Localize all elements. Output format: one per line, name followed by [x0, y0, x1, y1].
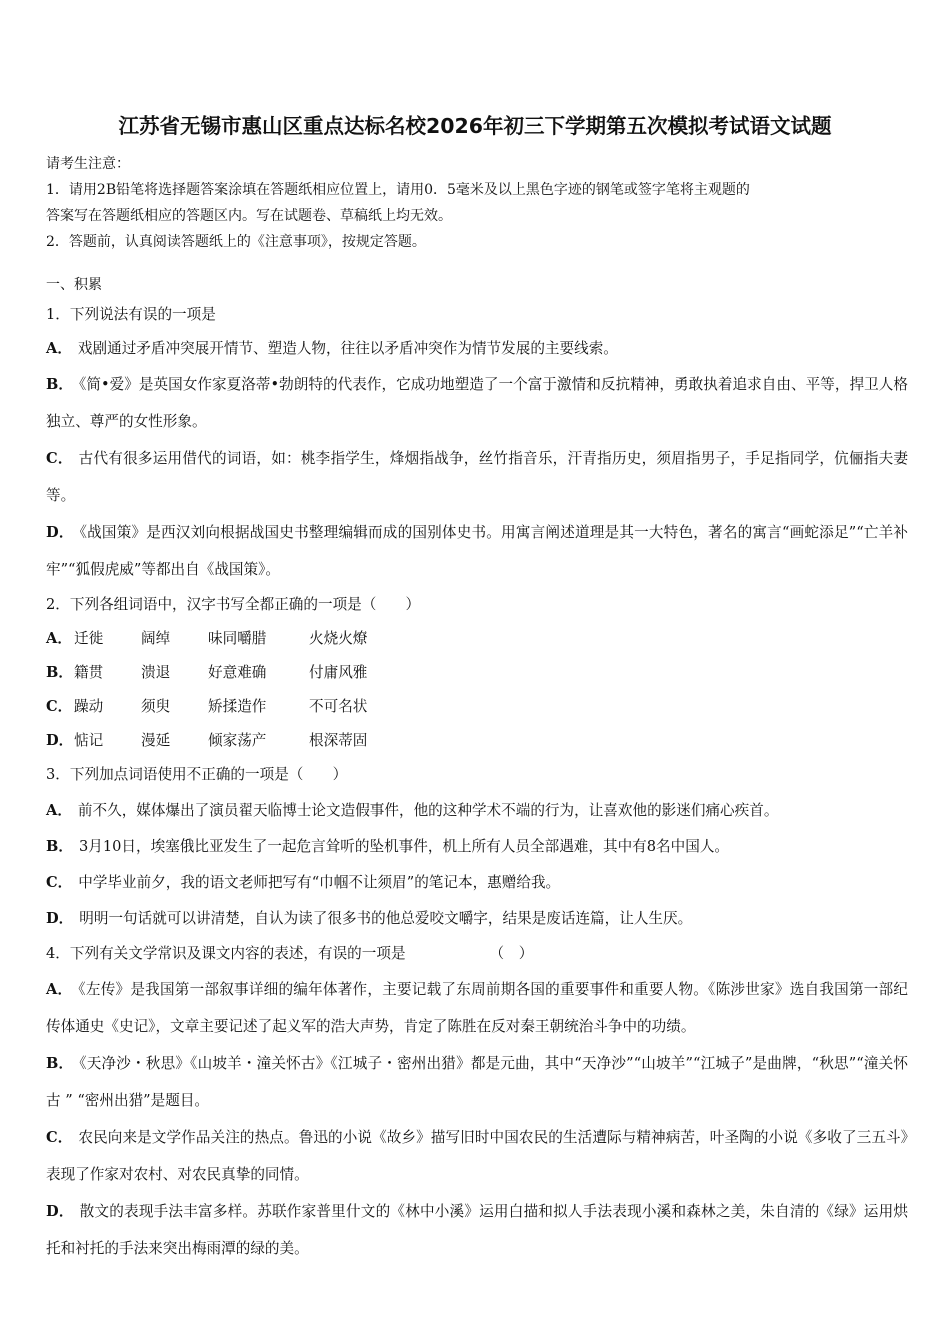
q1-option-c-letter: C． [46, 450, 73, 467]
q1-option-b [46, 366, 908, 440]
q4-option-b-letter: B． [46, 1055, 74, 1072]
q4-option-b [46, 1045, 908, 1119]
q1-option-d-letter: D． [46, 524, 74, 541]
question-4-text: 4．下列有关文学常识及课文内容的表述，有误的一项是 [46, 945, 406, 962]
q4-option-b-text: 《天净沙・秋思》《山坡羊・潼关怀古》《江城子・密州出猎》都是元曲，其中“天净沙”“山坡羊”“江城子”是曲牌，“秋思”“潼关怀古 ” “密州出猎”是题目。 [46, 1055, 908, 1109]
q3-option-b-text: 3月10日，埃塞俄比亚发生了一起危言耸听的坠机事件，机上所有人员全部遇难，其中有8名中国人。 [78, 838, 730, 855]
q1-option-d-text: 《战国策》是西汉刘向根据战国史书整理编辑而成的国别体史书。用寓言阐述道理是其一大特色，著名的寓言“画蛇添足”“亡羊补牢”“狐假虎威”等都出自《战国策》。 [46, 524, 909, 578]
q4-option-d [46, 1193, 908, 1267]
q2-a-word-2: 阔绰 [141, 630, 171, 647]
notice-heading: 请考生注意： [46, 156, 130, 172]
q1-option-a-letter: A． [46, 340, 72, 357]
question-3-stem [46, 758, 908, 792]
questions [46, 272, 908, 1267]
question-4-stem [46, 937, 908, 971]
q2-d-word-1: 惦记 [74, 732, 104, 749]
page-title: 江苏省无锡市惠山区重点达标名校2026年初三下学期第五次模拟考试语文试题 [118, 114, 832, 138]
q2-b-word-3: 好意难确 [208, 664, 267, 681]
q2-option-d-letter: D． [46, 732, 74, 749]
q2-c-word-4: 不可名状 [309, 698, 368, 715]
question-2-stem [46, 588, 908, 622]
q4-option-a [46, 971, 908, 1045]
q4-option-a-letter: A． [46, 981, 73, 998]
q2-b-word-2: 溃退 [141, 664, 171, 681]
q1-option-d [46, 514, 908, 588]
q1-option-b-letter: B． [46, 376, 73, 393]
q2-option-d [46, 724, 908, 758]
q2-a-word-1: 迁徙 [74, 630, 104, 647]
question-3-text: 3．下列加点词语使用不正确的一项是（ ） [46, 766, 348, 783]
q4-option-c-text: 农民向来是文学作品关注的热点。鲁迅的小说《故乡》描写旧时中国农民的生活遭际与精神病苦，叶圣陶的小说《多收了三五斗》表现了作家对农村、对农民真挚的同情。 [46, 1129, 908, 1183]
q2-a-word-3: 味同嚼腊 [208, 630, 267, 647]
q2-options [46, 622, 908, 758]
q4-option-d-text: 散文的表现手法丰富多样。苏联作家普里什文的《林中小溪》运用白描和拟人手法表现小溪和森林之美，朱自清的《绿》运用烘托和衬托的手法来突出梅雨潭的绿的美。 [46, 1203, 908, 1257]
q3-option-b-letter: B． [46, 838, 73, 855]
q3-option-d [46, 901, 908, 937]
q2-option-c [46, 690, 908, 724]
q2-c-word-3: 矫揉造作 [208, 698, 267, 715]
q2-c-word-2: 须臾 [141, 698, 171, 715]
section-heading: 一、积累 [46, 277, 102, 293]
q1-option-a [46, 332, 908, 366]
q1-option-b-text: 《简•爱》是英国女作家夏洛蒂•勃朗特的代表作，它成功地塑造了一个富于激情和反抗精神，勇敢执着追求自由、平等，捍卫人格独立、尊严的女性形象。 [46, 376, 908, 430]
q4-option-a-text: 《左传》是我国第一部叙事详细的编年体著作，主要记载了东周前期各国的重要事件和重要人物。《陈涉世家》选自我国第一部纪传体通史《史记》，文章主要记述了起义军的浩大声势，肯定了陈胜在反对秦王朝统治斗争中的功绩。 [46, 981, 908, 1035]
notice-item-1-line-2: 答案写在答题纸相应的答题区内。写在试题卷、草稿纸上均无效。 [46, 208, 452, 224]
q2-option-b-letter: B． [46, 664, 73, 681]
question-1-stem [46, 298, 908, 332]
q3-option-a-letter: A． [46, 802, 72, 819]
q2-d-word-2: 漫延 [141, 732, 171, 749]
q4-option-c-letter: C． [46, 1129, 73, 1146]
q3-option-c [46, 865, 908, 901]
question-4-paren: （ ） [489, 945, 534, 962]
notice-item-1-line-1: 1．请用2B铅笔将选择题答案涂填在答题纸相应位置上，请用0．5毫米及以上黑色字迹的钢笔或签字笔将主观题的 [46, 182, 750, 198]
q3-option-a-text: 前不久，媒体爆出了演员翟天临博士论文造假事件，他的这种学术不端的行为，让喜欢他的影迷们痛心疾首。 [77, 802, 779, 819]
q2-option-c-letter: C． [46, 698, 73, 715]
q3-option-c-letter: C． [46, 874, 73, 891]
q4-option-d-letter: D． [46, 1203, 74, 1220]
q2-option-b [46, 656, 908, 690]
q2-b-word-4: 付庸风雅 [309, 664, 368, 681]
q3-option-d-text: 明明一句话就可以讲清楚，自认为读了很多书的他总爱咬文嚼字，结果是废话连篇，让人生厌。 [79, 910, 693, 927]
q2-option-a-letter: A． [46, 630, 72, 647]
notice-block [46, 151, 906, 255]
q4-option-c [46, 1119, 908, 1193]
q2-c-word-1: 躁动 [74, 698, 104, 715]
q3-option-a [46, 792, 908, 829]
notice-item-2: 2．答题前，认真阅读答题纸上的《注意事项》，按规定答题。 [46, 234, 426, 250]
q2-d-word-4: 根深蒂固 [309, 732, 368, 749]
q3-option-d-letter: D． [46, 910, 74, 927]
q2-d-word-3: 倾家荡产 [208, 732, 267, 749]
q1-option-c-text: 古代有很多运用借代的词语，如：桃李指学生，烽烟指战争，丝竹指音乐，汗青指历史，须眉指男子，手足指同学，伉俪指夫妻等。 [46, 450, 908, 504]
q3-option-b [46, 829, 908, 865]
q2-a-word-4: 火烧火燎 [309, 630, 368, 647]
q3-option-c-text: 中学毕业前夕，我的语文老师把写有“巾帼不让须眉”的笔记本，惠赠给我。 [78, 874, 561, 891]
question-1-text: 1．下列说法有误的一项是 [46, 306, 216, 323]
question-2-text: 2．下列各组词语中，汉字书写全都正确的一项是（ ） [46, 596, 421, 613]
q2-b-word-1: 籍贯 [74, 664, 104, 681]
q1-option-c [46, 440, 908, 514]
q2-option-a [46, 622, 908, 656]
q1-option-a-text: 戏剧通过矛盾冲突展开情节、塑造人物，往往以矛盾冲突作为情节发展的主要线索。 [77, 340, 618, 357]
